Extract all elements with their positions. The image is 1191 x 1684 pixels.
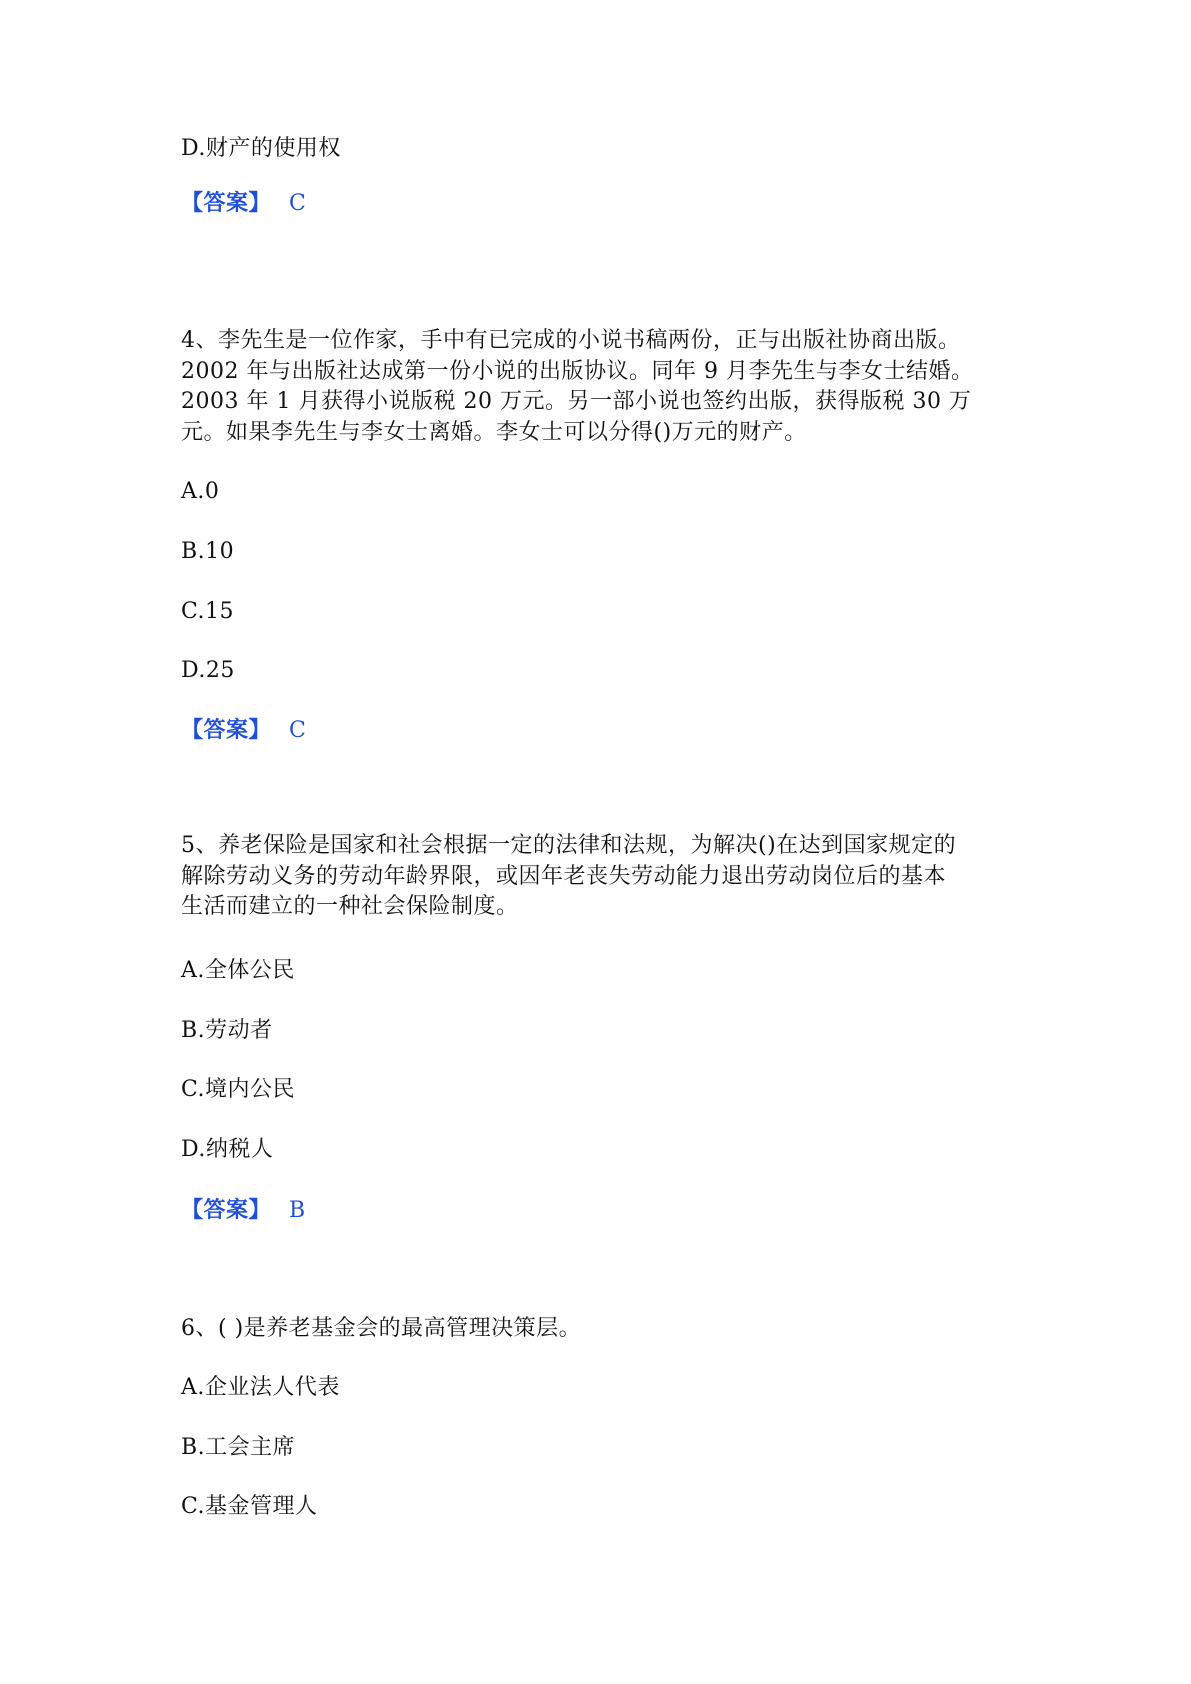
answer-value: C [289, 191, 307, 216]
q4-answer [181, 715, 306, 746]
q4-option-c: C.15 [181, 599, 235, 624]
q6-option-b: B.工会主席 [181, 1435, 296, 1460]
q5-option-b: B.劳动者 [181, 1018, 273, 1043]
q5-option-a: A.全体公民 [181, 958, 295, 983]
q4-option-d: D.25 [181, 658, 235, 683]
answer-value: B [289, 1198, 306, 1223]
q4-option-a: A.0 [181, 479, 220, 504]
q5-question [181, 831, 1021, 923]
q3-option-d: D.财产的使用权 [181, 136, 341, 161]
answer-label: 【答案】 [181, 717, 272, 743]
q3-answer [181, 188, 306, 219]
q4-question-line: 元。如果李先生与李女士离婚。李女士可以分得()万元的财产。 [181, 419, 807, 445]
q5-question-line: 解除劳动义务的劳动年龄界限，或因年老丧失劳动能力退出劳动岗位后的基本 [181, 863, 947, 889]
q4-option-b: B.10 [181, 539, 235, 564]
q6-option-c: C.基金管理人 [181, 1494, 318, 1519]
answer-value: C [289, 718, 307, 743]
q5-question-line: 5、养老保险是国家和社会根据一定的法律和法规，为解决()在达到国家规定的 [181, 833, 957, 858]
q4-question [181, 326, 1021, 448]
q6-question: 6、( )是养老基金会的最高管理决策层。 [181, 1316, 582, 1341]
q4-question-line: 4、李先生是一位作家，手中有已完成的小说书稿两份，正与出版社协商出版。 [181, 328, 961, 353]
q5-option-c: C.境内公民 [181, 1077, 296, 1102]
q5-option-d: D.纳税人 [181, 1137, 274, 1162]
q5-answer [181, 1195, 306, 1226]
q4-question-line: 2003 年 1 月获得小说版税 20 万元。另一部小说也签约出版，获得版税 30 万 [181, 389, 972, 414]
answer-label: 【答案】 [181, 1197, 272, 1223]
q6-option-a: A.企业法人代表 [181, 1375, 340, 1400]
answer-label: 【答案】 [181, 190, 272, 216]
q4-question-line: 2002 年与出版社达成第一份小说的出版协议。同年 9 月李先生与李女士结婚。 [181, 358, 974, 384]
q5-question-line: 生活而建立的一种社会保险制度。 [181, 894, 519, 919]
